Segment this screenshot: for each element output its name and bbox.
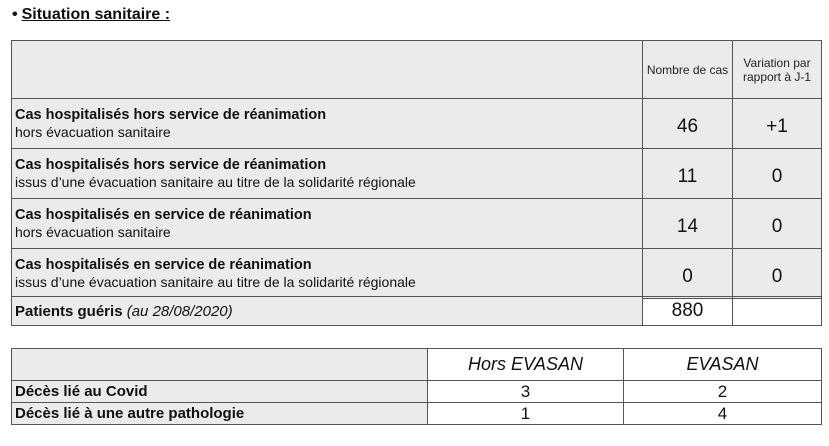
row-label [12,149,643,199]
variation-cell: 0 [733,249,822,299]
row-label-main: Cas hospitalisés hors service de réanimation [15,156,327,173]
row-label-sub: issus d’une évacuation sanitaire au titre de la solidarité régionale [15,273,416,290]
header-hors-evasan: Hors EVASAN [428,349,624,381]
table-row [12,381,822,403]
hospitalization-table [11,40,822,299]
recovered-variation [733,297,822,326]
table-row [12,99,822,149]
recovered-date-note: (au 28/08/2020) [126,302,233,320]
count-cell: 11 [643,149,733,199]
variation-cell: +1 [733,99,822,149]
section-title-text: Situation sanitaire : [21,6,171,23]
table-row [12,249,822,299]
hors-evasan-cell: 1 [428,403,624,425]
deaths-header-empty-cell [12,349,428,381]
recovered-table [11,296,822,326]
evasan-cell: 4 [624,403,822,425]
row-label: Décès lié au Covid [12,381,428,403]
table-row [12,149,822,199]
hors-evasan-cell: 3 [428,381,624,403]
row-label: Décès lié à une autre pathologie [12,403,428,425]
table-row [12,403,822,425]
row-label-main: Cas hospitalisés hors service de réanimation [15,106,327,123]
row-label [12,99,643,149]
header-evasan: EVASAN [624,349,822,381]
row-label [12,249,643,299]
row-label-sub: hors évacuation sanitaire [15,223,171,240]
recovered-count: 880 [643,297,733,326]
recovered-label-cell [12,297,643,326]
recovered-label: Patients guéris [15,302,123,320]
row-label [12,199,643,249]
variation-cell: 0 [733,199,822,249]
row-label-main: Cas hospitalisés en service de réanimation [15,256,312,273]
row-label-sub: hors évacuation sanitaire [15,123,171,140]
header-variation: Variation par rapport à J-1 [733,41,822,99]
variation-cell: 0 [733,149,822,199]
row-label-sub: issus d’une évacuation sanitaire au titre de la solidarité régionale [15,173,416,190]
header-count: Nombre de cas [643,41,733,99]
bullet-icon: • [12,6,18,23]
recovered-row [12,297,822,326]
header-empty-cell [12,41,643,99]
table-row [12,199,822,249]
deaths-header-row [12,349,822,381]
deaths-table [11,348,822,425]
table-header-row [12,41,822,99]
row-label-main: Cas hospitalisés en service de réanimation [15,206,312,223]
count-cell: 0 [643,249,733,299]
section-title [12,6,170,24]
evasan-cell: 2 [624,381,822,403]
count-cell: 14 [643,199,733,249]
count-cell: 46 [643,99,733,149]
